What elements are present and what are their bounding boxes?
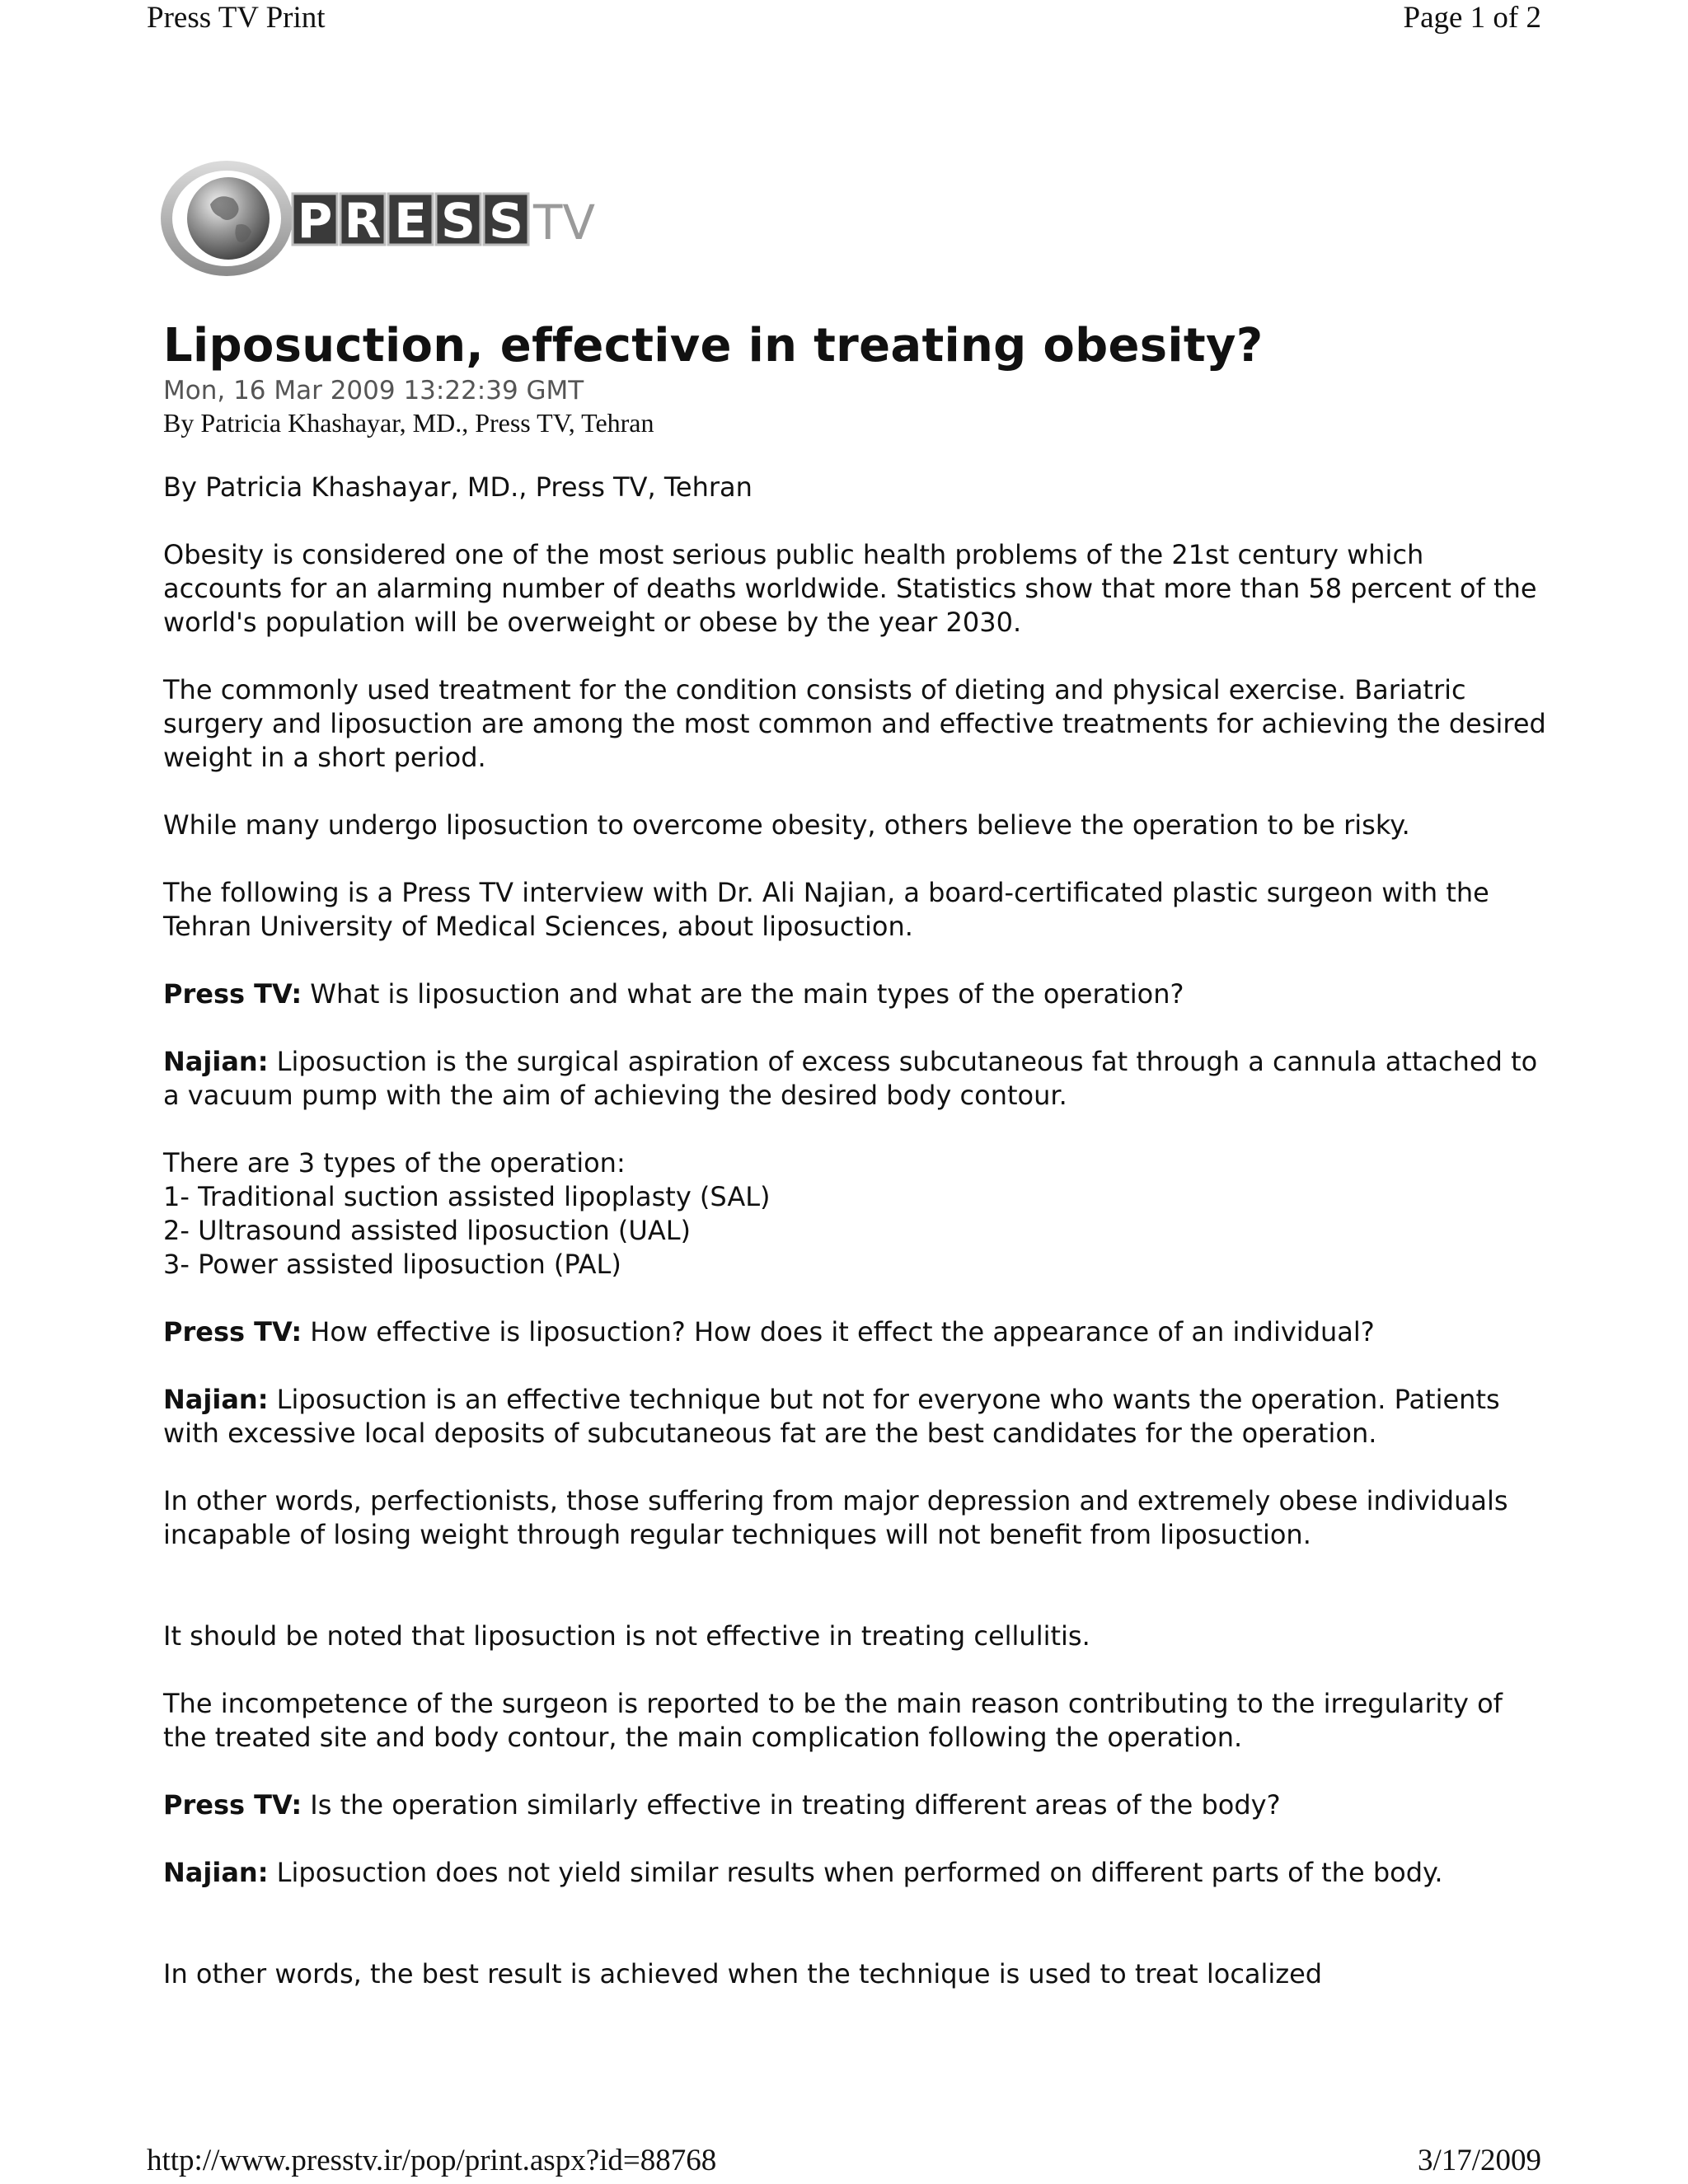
print-date: 3/17/2009 bbox=[1417, 2144, 1541, 2177]
question-1 bbox=[163, 977, 1548, 1011]
speaker-label: Najian: bbox=[163, 1384, 269, 1415]
types-intro: There are 3 types of the operation: bbox=[163, 1147, 626, 1179]
logo-letter-s2: S bbox=[489, 193, 523, 249]
question-2 bbox=[163, 1315, 1548, 1349]
print-header bbox=[0, 0, 1688, 41]
print-header-title: Press TV Print bbox=[147, 1, 326, 35]
page-number: Page 1 of 2 bbox=[1403, 1, 1541, 35]
speaker-label: Press TV: bbox=[163, 1789, 302, 1821]
article bbox=[163, 317, 1548, 2025]
logo-letter-r: R bbox=[344, 193, 382, 249]
answer-text: Liposuction is the surgical aspiration of excess subcutaneous fat through a cannula attached to a vacuum pump with the aim of achieving the desired body contour. bbox=[163, 1046, 1538, 1111]
article-body bbox=[163, 471, 1548, 1991]
paragraph-7: The incompetence of the surgeon is reported to be the main reason contributing to the irregularity of the treated site and body contour, the main complication following the operation. bbox=[163, 1688, 1503, 1753]
print-footer bbox=[0, 2143, 1688, 2184]
question-text: How effective is liposuction? How does it effect the appearance of an individual? bbox=[302, 1316, 1375, 1347]
paragraph-1: Obesity is considered one of the most serious public health problems of the 21st century which accounts for an alarming number of deaths worldwide. Statistics show that more than 58 percent of the world's population will be overweight or obese by the year 2030. bbox=[163, 539, 1537, 638]
paragraph-8: In other words, the best result is achieved when the technique is used to treat localized bbox=[163, 1958, 1323, 1990]
speaker-label: Press TV: bbox=[163, 978, 302, 1010]
paragraph-4: The following is a Press TV interview with Dr. Ali Najian, a board-certificated plastic surgeon with the Tehran University of Medical Sciences, about liposuction. bbox=[163, 877, 1489, 942]
question-text: What is liposuction and what are the main types of the operation? bbox=[302, 978, 1184, 1010]
question-text: Is the operation similarly effective in treating different areas of the body? bbox=[302, 1789, 1281, 1821]
paragraph-5: In other words, perfectionists, those suffering from major depression and extremely obese individuals incapable of losing weight through regular techniques will not benefit from liposuction. bbox=[163, 1485, 1508, 1550]
paragraph-3: While many undergo liposuction to overcome obesity, others believe the operation to be risky. bbox=[163, 809, 1410, 841]
answer-1 bbox=[163, 1045, 1548, 1113]
logo-tv: TV bbox=[533, 194, 596, 251]
paragraph-6: It should be noted that liposuction is not effective in treating cellulitis. bbox=[163, 1620, 1090, 1652]
logo-letter-s1: S bbox=[441, 193, 476, 249]
list-item: 1- Traditional suction assisted lipoplasty (SAL) bbox=[163, 1181, 771, 1212]
article-byline: By Patricia Khashayar, MD., Press TV, Tehran bbox=[163, 408, 654, 438]
article-date: Mon, 16 Mar 2009 13:22:39 GMT bbox=[163, 376, 584, 405]
answer-text: Liposuction does not yield similar results when performed on different parts of the body. bbox=[268, 1857, 1443, 1888]
answer-3 bbox=[163, 1856, 1548, 1890]
source-url: http://www.presstv.ir/pop/print.aspx?id=88768 bbox=[147, 2144, 717, 2177]
paragraph-2: The commonly used treatment for the condition consists of dieting and physical exercise. Bariatric surgery and liposuction are among the most common and effective treatments for achieving the desired weight in a short period. bbox=[163, 674, 1546, 773]
article-title: Liposuction, effective in treating obesity? bbox=[163, 319, 1264, 373]
logo-letter-p: P bbox=[297, 193, 333, 249]
question-3 bbox=[163, 1788, 1548, 1822]
speaker-label: Press TV: bbox=[163, 1316, 302, 1347]
answer-2 bbox=[163, 1383, 1548, 1451]
body-byline: By Patricia Khashayar, MD., Press TV, Tehran bbox=[163, 471, 753, 503]
list-item: 2- Ultrasound assisted liposuction (UAL) bbox=[163, 1215, 692, 1246]
logo-letter-e: E bbox=[394, 193, 427, 249]
list-item: 3- Power assisted liposuction (PAL) bbox=[163, 1249, 621, 1280]
speaker-label: Najian: bbox=[163, 1046, 269, 1077]
press-tv-logo bbox=[161, 159, 655, 279]
speaker-label: Najian: bbox=[163, 1857, 269, 1888]
answer-text: Liposuction is an effective technique but not for everyone who wants the operation. Patients with excessive local deposits of subcutaneous fat are the best candidates for the operation. bbox=[163, 1384, 1500, 1449]
